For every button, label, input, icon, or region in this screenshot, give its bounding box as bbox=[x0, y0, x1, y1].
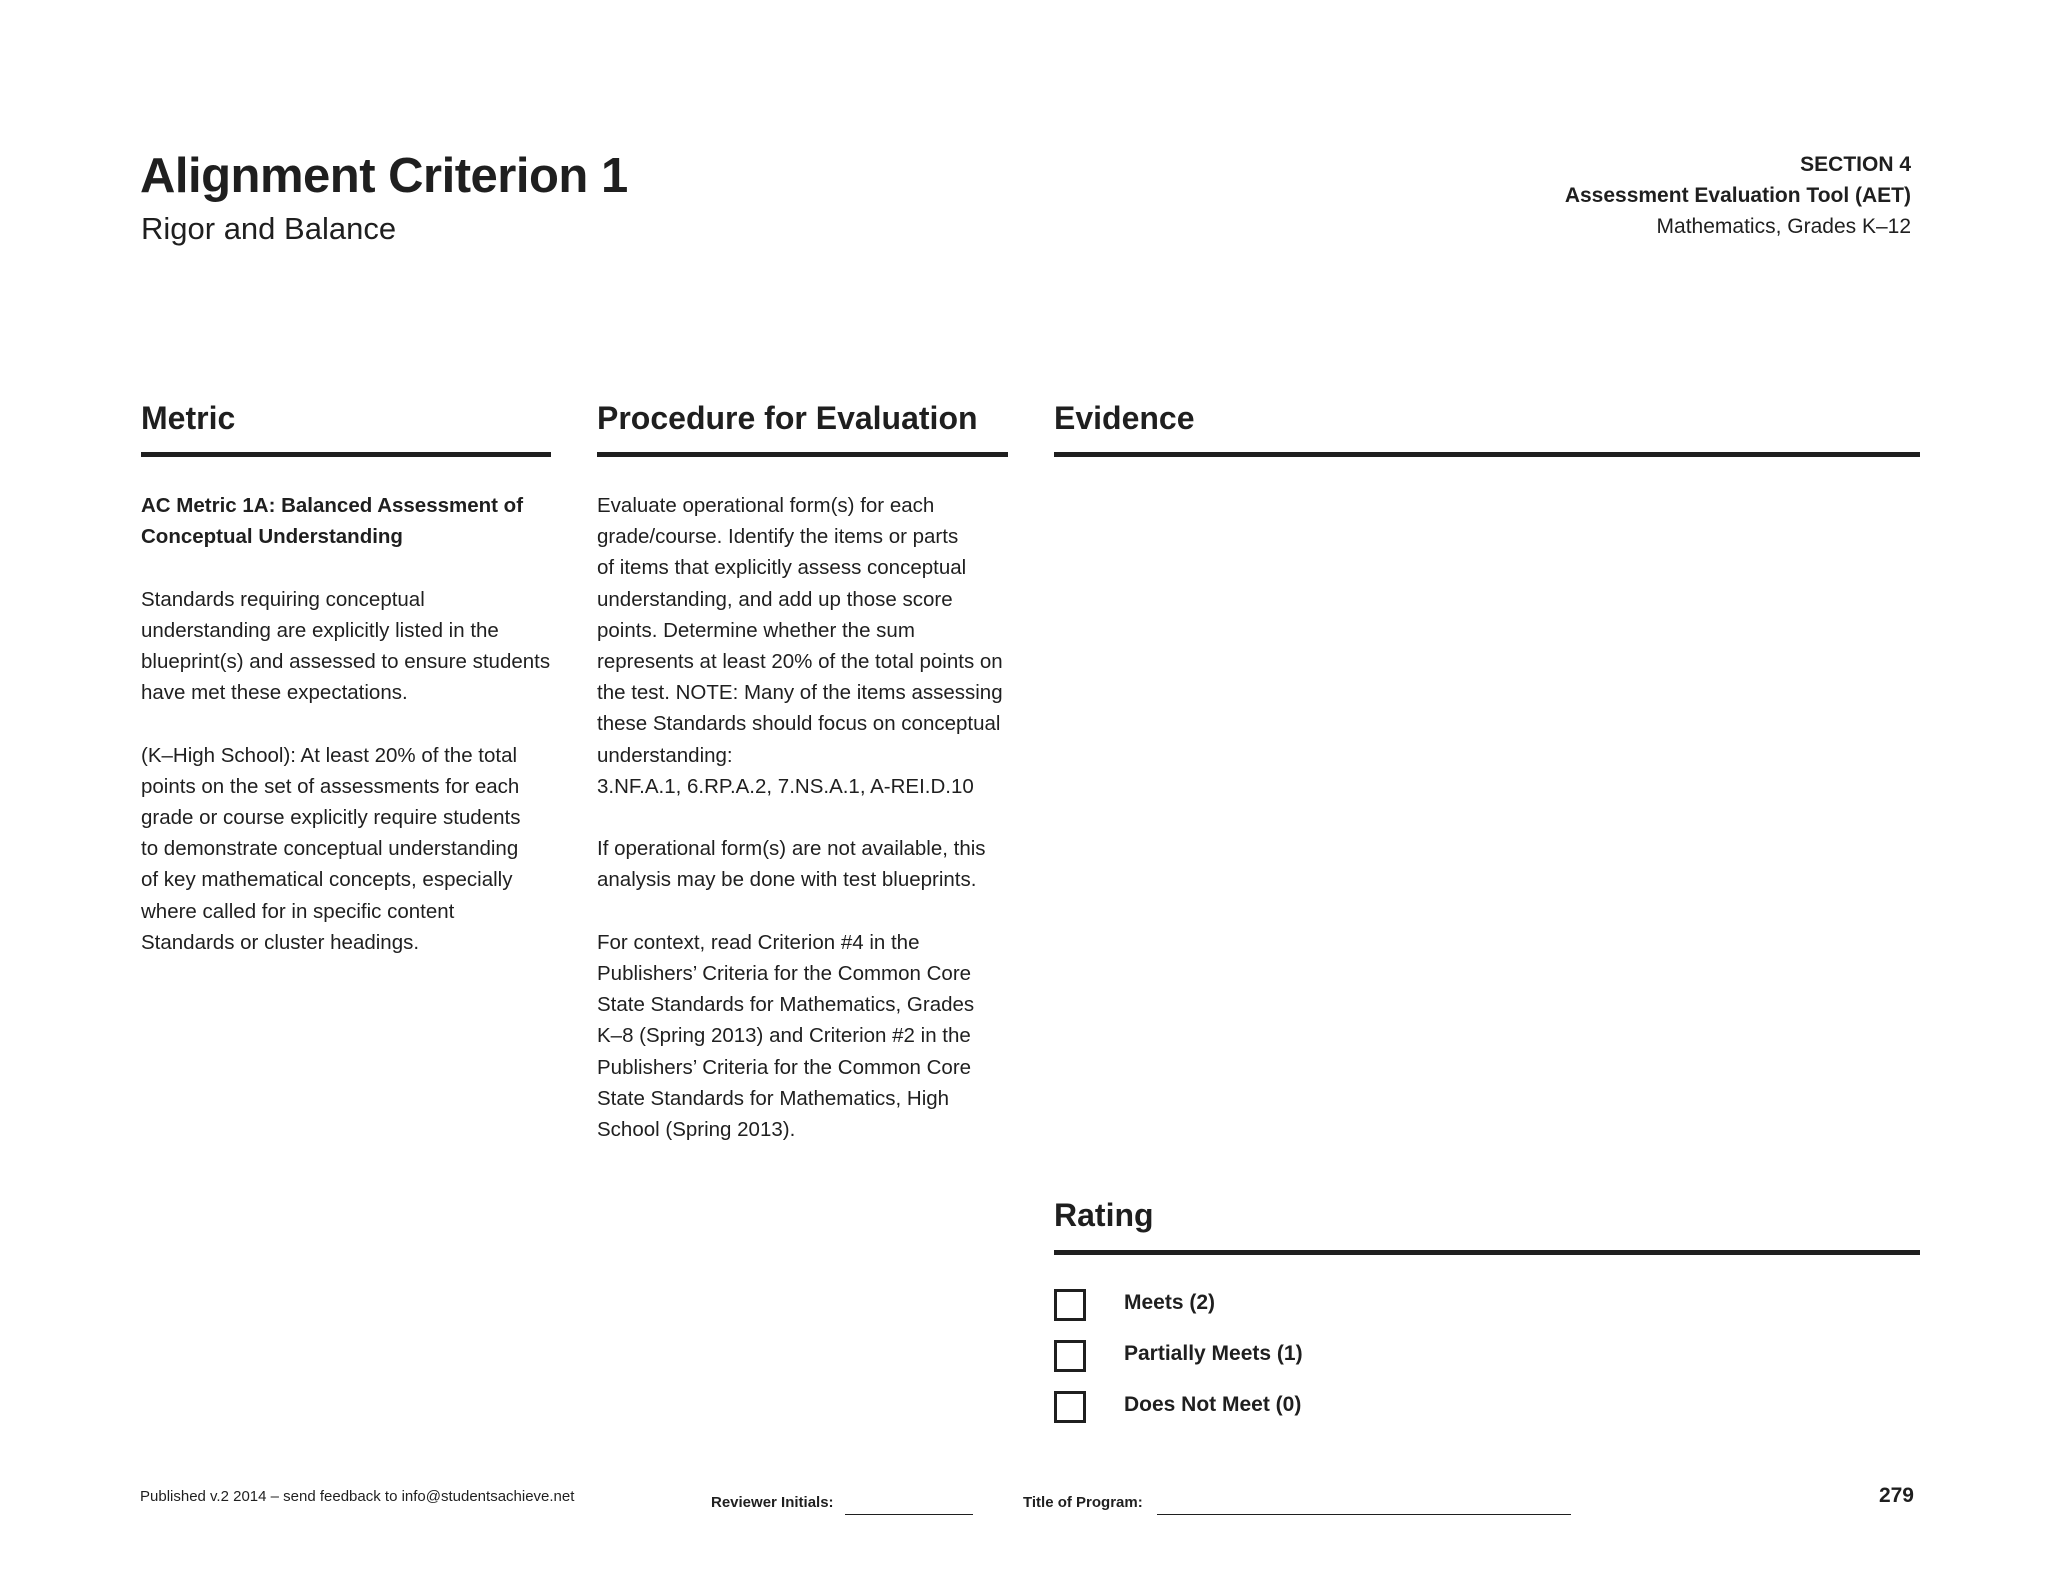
metric-title-line: Conceptual Understanding bbox=[141, 525, 403, 549]
text-line: these Standards should focus on conceptual bbox=[597, 712, 1001, 736]
text-line: For context, read Criterion #4 in the bbox=[597, 930, 920, 954]
text-line: of items that explicitly assess conceptual bbox=[597, 556, 967, 580]
text-line: Publishers’ Criteria for the Common Core bbox=[597, 962, 972, 986]
section-header bbox=[1565, 149, 1911, 242]
program-title-field[interactable] bbox=[1157, 1514, 1571, 1515]
text-line: Evaluate operational form(s) for each bbox=[597, 494, 935, 517]
rating-label-partially-meets: Partially Meets (1) bbox=[1124, 1342, 1303, 1365]
published-note: Published v.2 2014 – send feedback to info@studentsachieve.net bbox=[140, 1488, 575, 1505]
page-number: 279 bbox=[1878, 1484, 1914, 1507]
text-line: represents at least 20% of the total points on bbox=[597, 650, 1003, 674]
rating-checkbox-partially-meets[interactable] bbox=[1054, 1340, 1086, 1372]
text-line: State Standards for Mathematics, Grades bbox=[597, 993, 975, 1017]
text-line: points on the set of assessments for each bbox=[141, 774, 520, 798]
text-line: 3.NF.A.1, 6.RP.A.2, 7.NS.A.1, A-REI.D.10 bbox=[597, 774, 974, 798]
text-line: K–8 (Spring 2013) and Criterion #2 in the bbox=[597, 1024, 971, 1048]
text-line: School (Spring 2013). bbox=[597, 1118, 796, 1142]
text-line: grade/course. Identify the items or parts bbox=[597, 525, 959, 549]
text-line: Publishers’ Criteria for the Common Core bbox=[597, 1055, 972, 1079]
reviewer-initials-field[interactable] bbox=[845, 1514, 973, 1515]
procedure-text bbox=[597, 490, 1027, 1145]
text-line: have met these expectations. bbox=[141, 681, 408, 705]
text-line: State Standards for Mathematics, High bbox=[597, 1086, 950, 1110]
text-line: understanding, and add up those score bbox=[597, 587, 953, 611]
metric-text bbox=[141, 490, 571, 958]
procedure-paragraph bbox=[597, 927, 1027, 1145]
rating-label-meets: Meets (2) bbox=[1124, 1291, 1216, 1314]
metric-rule bbox=[141, 452, 551, 457]
section-label: SECTION 4 bbox=[1800, 153, 1911, 176]
metric-paragraph bbox=[141, 740, 571, 958]
text-line: Standards or cluster headings. bbox=[141, 930, 420, 954]
evidence-rule bbox=[1054, 452, 1920, 457]
page-subtitle: Rigor and Balance bbox=[141, 211, 397, 246]
text-line: blueprint(s) and assessed to ensure students bbox=[141, 650, 551, 673]
text-line: of key mathematical concepts, especially bbox=[141, 868, 513, 892]
procedure-paragraph bbox=[597, 833, 1027, 895]
program-title-label: Title of Program: bbox=[1023, 1494, 1143, 1511]
reviewer-initials-label: Reviewer Initials: bbox=[711, 1494, 834, 1511]
rating-rule bbox=[1054, 1250, 1920, 1255]
evidence-area[interactable] bbox=[1054, 470, 1920, 1170]
metric-heading: Metric bbox=[141, 400, 236, 436]
subject-label: Mathematics, Grades K–12 bbox=[1656, 215, 1911, 238]
procedure-heading: Procedure for Evaluation bbox=[597, 400, 978, 436]
text-line: grade or course explicitly require students bbox=[141, 806, 521, 829]
text-line: Standards requiring conceptual bbox=[141, 587, 425, 611]
page-title: Alignment Criterion 1 bbox=[140, 149, 628, 203]
tool-label: Assessment Evaluation Tool (AET) bbox=[1564, 184, 1911, 207]
text-line: understanding: bbox=[597, 743, 733, 767]
metric-title-line: AC Metric 1A: Balanced Assessment of bbox=[141, 494, 524, 517]
text-line: the test. NOTE: Many of the items assessing bbox=[597, 681, 1003, 705]
procedure-paragraph bbox=[597, 490, 1027, 802]
text-line: where called for in specific content bbox=[141, 899, 455, 923]
text-line: (K–High School): At least 20% of the total bbox=[141, 743, 518, 767]
rating-checkbox-does-not-meet[interactable] bbox=[1054, 1391, 1086, 1423]
rating-checkbox-meets[interactable] bbox=[1054, 1289, 1086, 1321]
rating-label-does-not-meet: Does Not Meet (0) bbox=[1124, 1393, 1302, 1416]
metric-title bbox=[141, 490, 571, 552]
text-line: If operational form(s) are not available, this bbox=[597, 837, 986, 861]
text-line: points. Determine whether the sum bbox=[597, 618, 915, 642]
rating-heading: Rating bbox=[1054, 1197, 1154, 1233]
metric-paragraph bbox=[141, 584, 571, 709]
evidence-heading: Evidence bbox=[1054, 400, 1195, 436]
procedure-rule bbox=[597, 452, 1008, 457]
text-line: understanding are explicitly listed in the bbox=[141, 618, 499, 642]
text-line: to demonstrate conceptual understanding bbox=[141, 837, 519, 861]
text-line: analysis may be done with test blueprints. bbox=[597, 868, 977, 892]
